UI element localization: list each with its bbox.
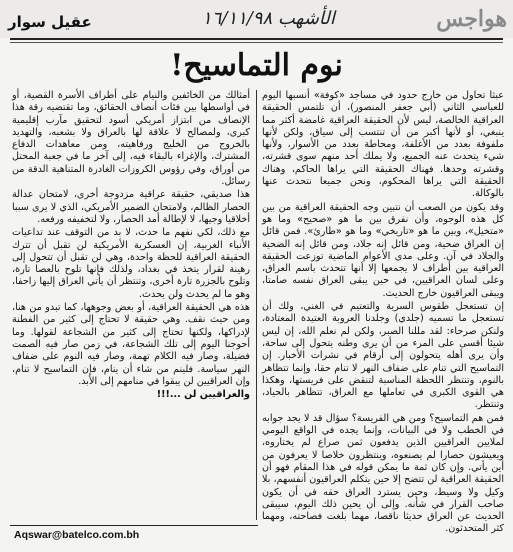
author-name: عقيل سوار (8, 13, 92, 31)
column-divider (256, 90, 257, 520)
column-kicker: هواجس (436, 6, 507, 32)
paragraph: هذه هي الحقيقة العراقية، أو بعض وجوهها، كما تبدو من هنا، ومن حيث نقف. وهي حقيقة لا تحتاج إلى كثير من الفطنة لإدراكها، ولكنها تحتاج إلى كثير من الشجاعة لقولها. وما أحوجنا اليوم إلى تلك الشجاعة، في زمن صار فيه الصمت فضيلة، وصار فيه الكلام تهمة، وصار فيه النوم على ضفاف النهر سياسة. فلينم من شاء أن ينام، فإن التماسيح لا تنام، وإن العراقيين لن يبقوا في منامهم إلى الأبد. (12, 302, 250, 387)
article-headline: نوم التماسيح! (170, 48, 343, 83)
paragraph: هذا صديقي، حقيقة عراقية مزدوجة أخرى، لامتحان عدالة الحصار الظالم، ولامتحان الضمير الأمريكي، الذي لا يرى سببا أخلاقيا وجيها، لا لإطالة أمد الحصار، ولا لتخفيفه ورفعه. (12, 189, 250, 225)
paragraph: وقد يكون من الصعب أن نتبين وجه الحقيقة العراقية من بين كل هذه الوجوه، وأن نفرق بين ما هو «صحيح» وما هو «متخيل»، وبين ما هو «تاريخي» وما هو «طارئ». فمن قائل إن العراق ضحية، ومن قائل إنه جلاد، ومن قائل إنه الضحية والجلاد في آن. وعلى مدى الأعوام الماضية توزعت الحقيقة العراقية بين أطراف لا يجمعها إلا أنها تتحدث باسم العراق، وعلى لسان العراقيين، في حين يبقى العراق نفسه صامتا، ويبقى العراقيون خارج الحديث. (262, 201, 504, 299)
footer-rule (10, 525, 258, 526)
article-column-right (262, 90, 504, 535)
handwritten-date: الأشهب ١٦/١١/٩٨ (202, 8, 335, 29)
paragraph: مع ذلك، لكي نفهم ما حدث، لا بد من التوقف عند تداعيات الأنباء الغربية، إن العسكرية الأمريكية لن تقبل أن تترك الحقيقة العراقية للحظة واحدة، وهي لن تقبل أن تتحول إلى رهينة لقرار يتخذ في بغداد، ولذلك فإنها تلوح بالعصا تارة، وتلوح بالجزرة تارة أخرى، وتنتظر أن يأتي العراق إليها زاحفا، وهو ما لم يحدث ولن يحدث. (12, 227, 250, 300)
header-rule (10, 38, 503, 40)
paragraph: فمن هم التماسيح؟ ومن هي الفريسة؟ سؤال قد لا يجد جوابه في الخطب ولا في البيانات، وإنما يجده في الواقع اليومي لملايين العراقيين الذين يدفعون ثمن صراع لم يختاروه، ويعيشون حصارا لم يصنعوه، وينتظرون خلاصا لا يعرفون من أين يأتي. وإن كان ثمة ما يمكن قوله في هذا المقام فهو أن الحقيقة العراقية لن تتضح إلا حين يتكلم العراقيون أنفسهم، بلا وكيل ولا وسيط، وحين يسترد العراق حقه في أن يكون صاحب القرار في شأنه. وإلى أن يحين ذلك اليوم، سيبقى الحديث عن العراق حديثا ناقصا، مهما بلغت فصاحته، ومهما كثر المتحدثون. (262, 412, 504, 535)
closing-line: والعراقيين لن ...!!! (156, 389, 250, 401)
header-rule-thin (10, 42, 503, 43)
paragraph: إن تستعجل طقوس السرية والتعتيم في الغني، ولك أن تستعجل ما تسميه (جلدي) وجلدنا العروبة العتيدة المعتادة، ولنكن صرحاء: لقد مللنا الصبر، ولكن لم نعلم الله، إن ليس شيئا أقسى على المرء من أن يرى وطنه يتحول إلى ساحة، وأن يرى أهله يتحولون إلى أرقام في نشرات الأخبار. إن التماسيح التي تنام على ضفاف النهر لا تنام حقا، وإنما تتظاهر بالنوم، وتنتظر اللحظة المناسبة لتنقض على فريستها، وهكذا هي القوى الكبرى في تعاملها مع العراق، تتظاهر بالحياد، وتنتظر. (262, 301, 504, 411)
paragraph: أمثالك من الخائفين والنيام على أطراف الأسرة القصية، أو في أواسطها بين فئات أنصاف الحقائق، وما تقتضيه رقة هذا الإنصاف من ابتزاز أمريكي أسود لتحقيق مآرب إقليمية كبرى، ولمصالح لا علاقة لها بالعراق ولا بشعبه، والتهديد بالخروج من الخليج ورفاهيته، ومن معاهدات الدفاع المشترك، والإغراء بالبقاء فيه، إلى آخر ما في جعبة المحتل من أوراق، وفي رؤوس الكروزات الغادرة المتناهية الدقة من رسائل. (12, 90, 250, 188)
author-email: Aqswar@batelco.com.bh (14, 529, 140, 541)
column-header-band (0, 0, 513, 38)
article-column-left (12, 90, 250, 514)
paragraph: عبثا تحاول من خارج حدود في مساجد «كوفة» أنسبها اليوم للعباسي الثاني (أبي جعفر المنصور)، أن تلتمس الحقيقة العراقية الخالصة، ليس لأن الحقيقة العراقية غامضة أكثر مما ينبغي، أو لأنها أكبر من أن تنتسب إلى سياق، ولكن لأنها ملفوفة بعدد من الأغلفة، ومحاطة بعدد من الأسوار، ولأنها شيء يتحدث عنه الجميع، ولا يملك أحد منهم سوى قشرته، وقشرته وحدها. فهناك الحقيقة التي يراها الحاكم، وهناك الحقيقة التي يراها المحكوم، ونحن جميعا نتحدث عنها بالوكالة. (262, 90, 504, 200)
